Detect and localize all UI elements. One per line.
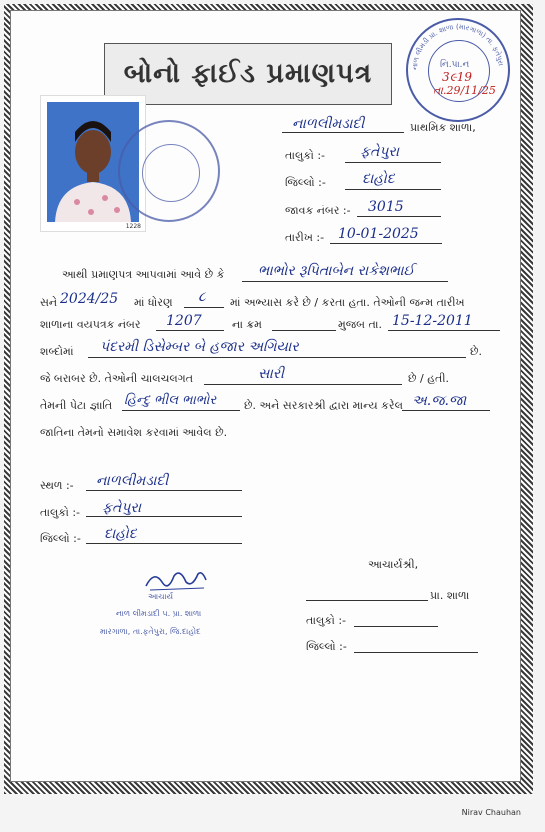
date-value: 10-01-2025 bbox=[338, 226, 419, 242]
body-l7: જાતિના તેમનો સમાવેશ કરવામાં આવેલ છે. bbox=[40, 426, 228, 439]
stamp-number: 3૯19 bbox=[442, 70, 473, 84]
body-l3-a: શાળાના વયપત્રક નંબર bbox=[40, 318, 141, 331]
outward-line bbox=[357, 216, 441, 217]
place-taluka-value: ફતેપુરા bbox=[102, 500, 142, 516]
birth-date-line bbox=[388, 330, 500, 331]
right-district-line bbox=[354, 652, 478, 653]
right-taluka-line bbox=[354, 626, 438, 627]
place-label: સ્થળ :- bbox=[40, 479, 74, 492]
place-line bbox=[86, 490, 242, 491]
birth-date: 15-12-2011 bbox=[392, 313, 473, 329]
acharya-label: આચાર્યશ્રી, bbox=[368, 558, 419, 571]
sub-caste: હિન્દુ ભીલ ભાભોર bbox=[124, 393, 217, 408]
birth-date-words: પંદરમી ડિસેમ્બર બે હજાર અગિયાર bbox=[100, 339, 299, 355]
taluka-line bbox=[345, 162, 441, 163]
taluka-value: ફતેપુરા bbox=[360, 144, 400, 160]
body-l2-b: માં ધોરણ bbox=[134, 296, 173, 309]
title-box bbox=[104, 43, 392, 105]
outward-label: જાવક નંબર :- bbox=[285, 204, 351, 217]
district-line bbox=[345, 189, 441, 190]
right-school-line bbox=[306, 600, 428, 601]
caste-line bbox=[122, 410, 240, 411]
body-l2-a: સને bbox=[40, 296, 58, 309]
standard-line bbox=[184, 307, 224, 308]
category: અ.જ.જા bbox=[412, 393, 467, 409]
taluka-label: તાલુકો :- bbox=[285, 149, 325, 162]
school-suffix: પ્રાથમિક શાળા, bbox=[410, 121, 476, 134]
academic-year: 2024/25 bbox=[60, 291, 119, 307]
body-l6-a: તેમની પેટા જ્ઞાતિ bbox=[40, 399, 113, 412]
register-number: 1207 bbox=[166, 313, 202, 329]
footer-credit: Nirav Chauhan bbox=[461, 808, 521, 817]
date-label: તારીખ :- bbox=[285, 231, 325, 244]
principal-stamp-line2: મારગાળા, તા.ફતેપુરા, જિ.દાહોદ bbox=[100, 627, 201, 636]
place-taluka-line bbox=[86, 516, 242, 517]
principal-role: આચાર્ય bbox=[148, 592, 174, 601]
stamp-ring-text: નાળ લીમડી પ્રા. શાળા (મારગાળા) તા. ફતેપુરા bbox=[410, 22, 505, 71]
place-district-value: દાહોદ bbox=[104, 526, 137, 542]
district-value: દાહોદ bbox=[362, 171, 395, 187]
school-name: નાળલીમડાદી bbox=[292, 116, 365, 132]
place-value: નાળલીમડાદી bbox=[96, 473, 169, 489]
date-line bbox=[330, 243, 442, 244]
place-taluka-label: તાલુકો :- bbox=[40, 506, 80, 519]
category-line bbox=[402, 410, 490, 411]
school-stamp-photo bbox=[118, 120, 220, 222]
principal-stamp-line1: નાળ લીમડાદી ૫. પ્રા. શાળા bbox=[116, 609, 202, 618]
body-l5-a: જે બરાબર છે. તેઓની ચાલચલગત bbox=[40, 372, 194, 385]
place-district-line bbox=[86, 543, 242, 544]
right-school-suffix: પ્રા. શાળા bbox=[430, 589, 470, 602]
body-l5-b: છે / હતી. bbox=[408, 372, 449, 385]
place-district-label: જિલ્લો :- bbox=[40, 532, 81, 545]
school-stamp-top-right bbox=[406, 18, 510, 122]
right-taluka-label: તાલુકો :- bbox=[306, 614, 346, 627]
body-l4-a: શબ્દોમાં bbox=[40, 345, 74, 358]
school-name-line bbox=[282, 132, 404, 133]
stamp-line1: નિ.પા.ન bbox=[440, 60, 470, 70]
district-label: જિલ્લો :- bbox=[285, 176, 326, 189]
body-l1-prefix: આથી પ્રમાણપત્ર આપવામાં આવે છે કે bbox=[62, 268, 225, 281]
body-l3-b: ના ક્રમ bbox=[232, 318, 262, 331]
body-l4-b: છે. bbox=[470, 345, 482, 358]
student-name: ભાભોર રૂપિતાબેન રાકેશભાઈ bbox=[258, 263, 415, 279]
body-l2-c: માં અભ્યાસ કરે છે / કરતા હતા. તેઓની જન્મ તારીખ bbox=[230, 296, 465, 309]
certificate-title: બોનો ફાઈડ પ્રમાણપત્ર bbox=[123, 58, 373, 89]
standard: ૮ bbox=[198, 289, 206, 305]
body-l3-c: મુજબ તા. bbox=[338, 318, 382, 331]
outward-value: 3015 bbox=[368, 199, 404, 215]
register-line bbox=[156, 330, 224, 331]
right-district-label: જિલ્લો :- bbox=[306, 640, 347, 653]
student-name-line bbox=[242, 281, 448, 282]
stamp-date: તા.29/11/25 bbox=[433, 84, 496, 97]
conduct-line bbox=[204, 384, 402, 385]
body-l6-b: છે. અને સરકારશ્રી દ્વારા માન્ય કરેલ bbox=[244, 399, 403, 412]
photo-number: 1228 bbox=[125, 223, 141, 230]
conduct: સારી bbox=[258, 366, 285, 382]
birth-words-line bbox=[88, 357, 466, 358]
serial-line bbox=[272, 330, 336, 331]
